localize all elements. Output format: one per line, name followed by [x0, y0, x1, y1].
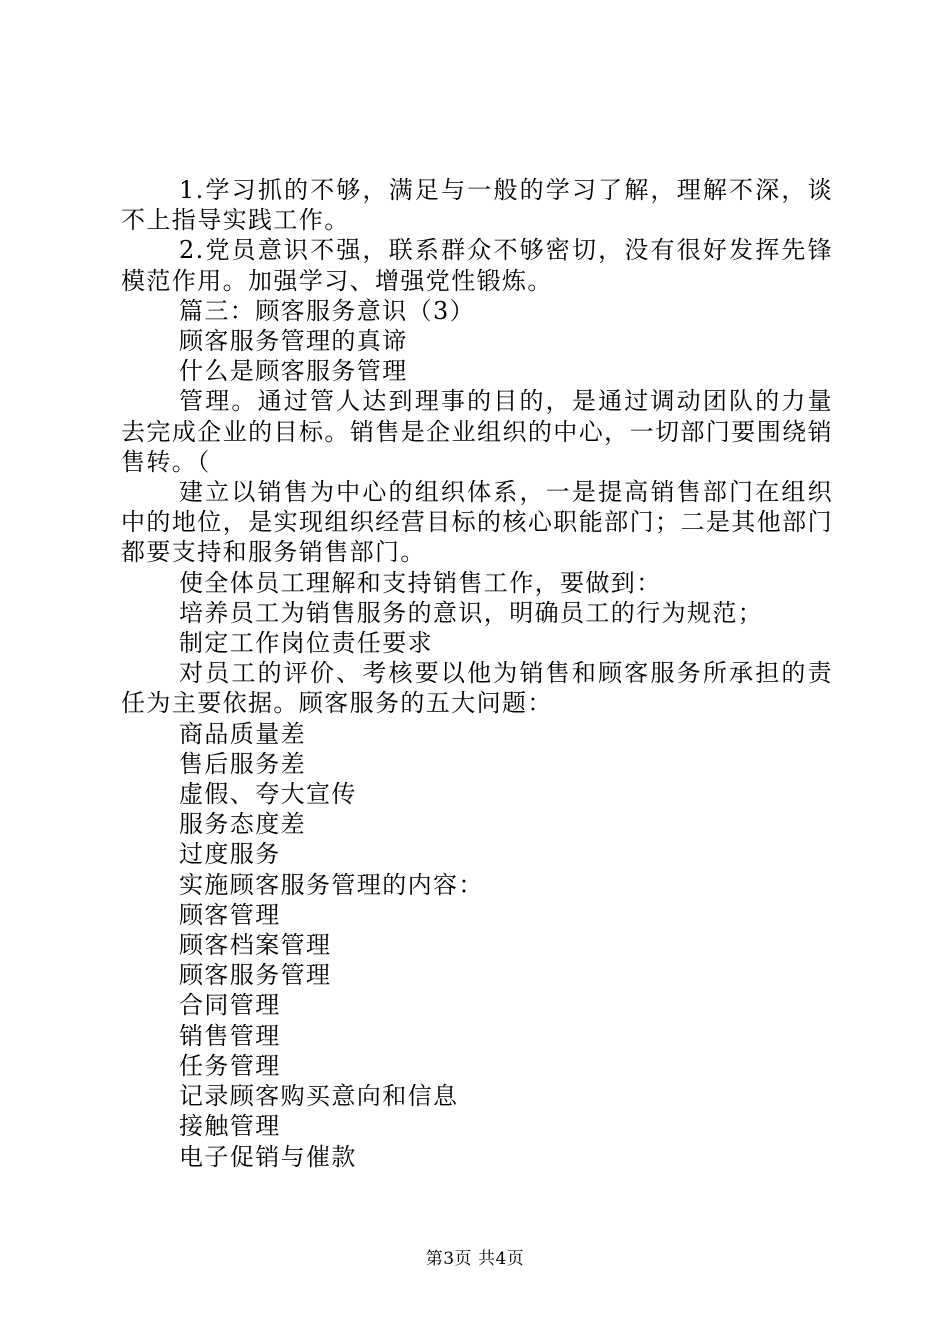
list-item: 商品质量差 [179, 719, 306, 748]
paragraph-1: 1.学习抓的不够，满足与一般的学习了解，理解不深，谈不上指导实践工作。 [121, 176, 833, 235]
list-item: 服务态度差 [179, 810, 306, 839]
paragraph-management: 管理。通过管人达到理事的目的，是通过调动团队的力量去完成企业的目标。销售是企业组织的中心，一切部门要围绕销售转。（ [121, 387, 833, 476]
list-item: 顾客管理 [179, 900, 281, 929]
list-item: 过度服务 [179, 840, 281, 869]
list-item: 销售管理 [179, 1021, 281, 1050]
list-item: 电子促销与催款 [179, 1142, 357, 1171]
list-item: 合同管理 [179, 991, 281, 1020]
paragraph-question: 什么是顾客服务管理 [179, 357, 408, 386]
document-body [121, 175, 833, 1172]
list-item: 顾客档案管理 [179, 931, 332, 960]
paragraph-organization: 建立以销售为中心的组织体系，一是提高销售部门在组织中的地位，是实现组织经营目标的核心职能部门；二是其他部门都要支持和服务销售部门。 [121, 478, 833, 567]
paragraph-subtitle: 顾客服务管理的真谛 [179, 327, 408, 356]
list-item: 虚假、夸大宣传 [179, 780, 357, 809]
paragraph-2: 2.党员意识不强，联系群众不够密切，没有很好发挥先锋模范作用。加强学习、增强党性锻炼。 [121, 236, 833, 295]
page-footer: 第3页 共4页 [425, 1249, 525, 1269]
list-item: 售后服务差 [179, 749, 306, 778]
paragraph-evaluation: 对员工的评价、考核要以他为销售和顾客服务所承担的责任为主要依据。顾客服务的五大问题： [121, 659, 833, 718]
paragraph-requirements: 使全体员工理解和支持销售工作，要做到： [179, 568, 662, 597]
section-heading: 篇三：顾客服务意识（3） [179, 296, 476, 325]
list-item: 顾客服务管理 [179, 961, 332, 990]
list-item: 培养员工为销售服务的意识，明确员工的行为规范； [179, 598, 764, 627]
list-item: 任务管理 [179, 1051, 281, 1080]
list-item: 接触管理 [179, 1112, 281, 1141]
paragraph-content-heading: 实施顾客服务管理的内容： [179, 870, 484, 899]
list-item: 记录顾客购买意向和信息 [179, 1082, 459, 1111]
list-item: 制定工作岗位责任要求 [179, 629, 433, 658]
